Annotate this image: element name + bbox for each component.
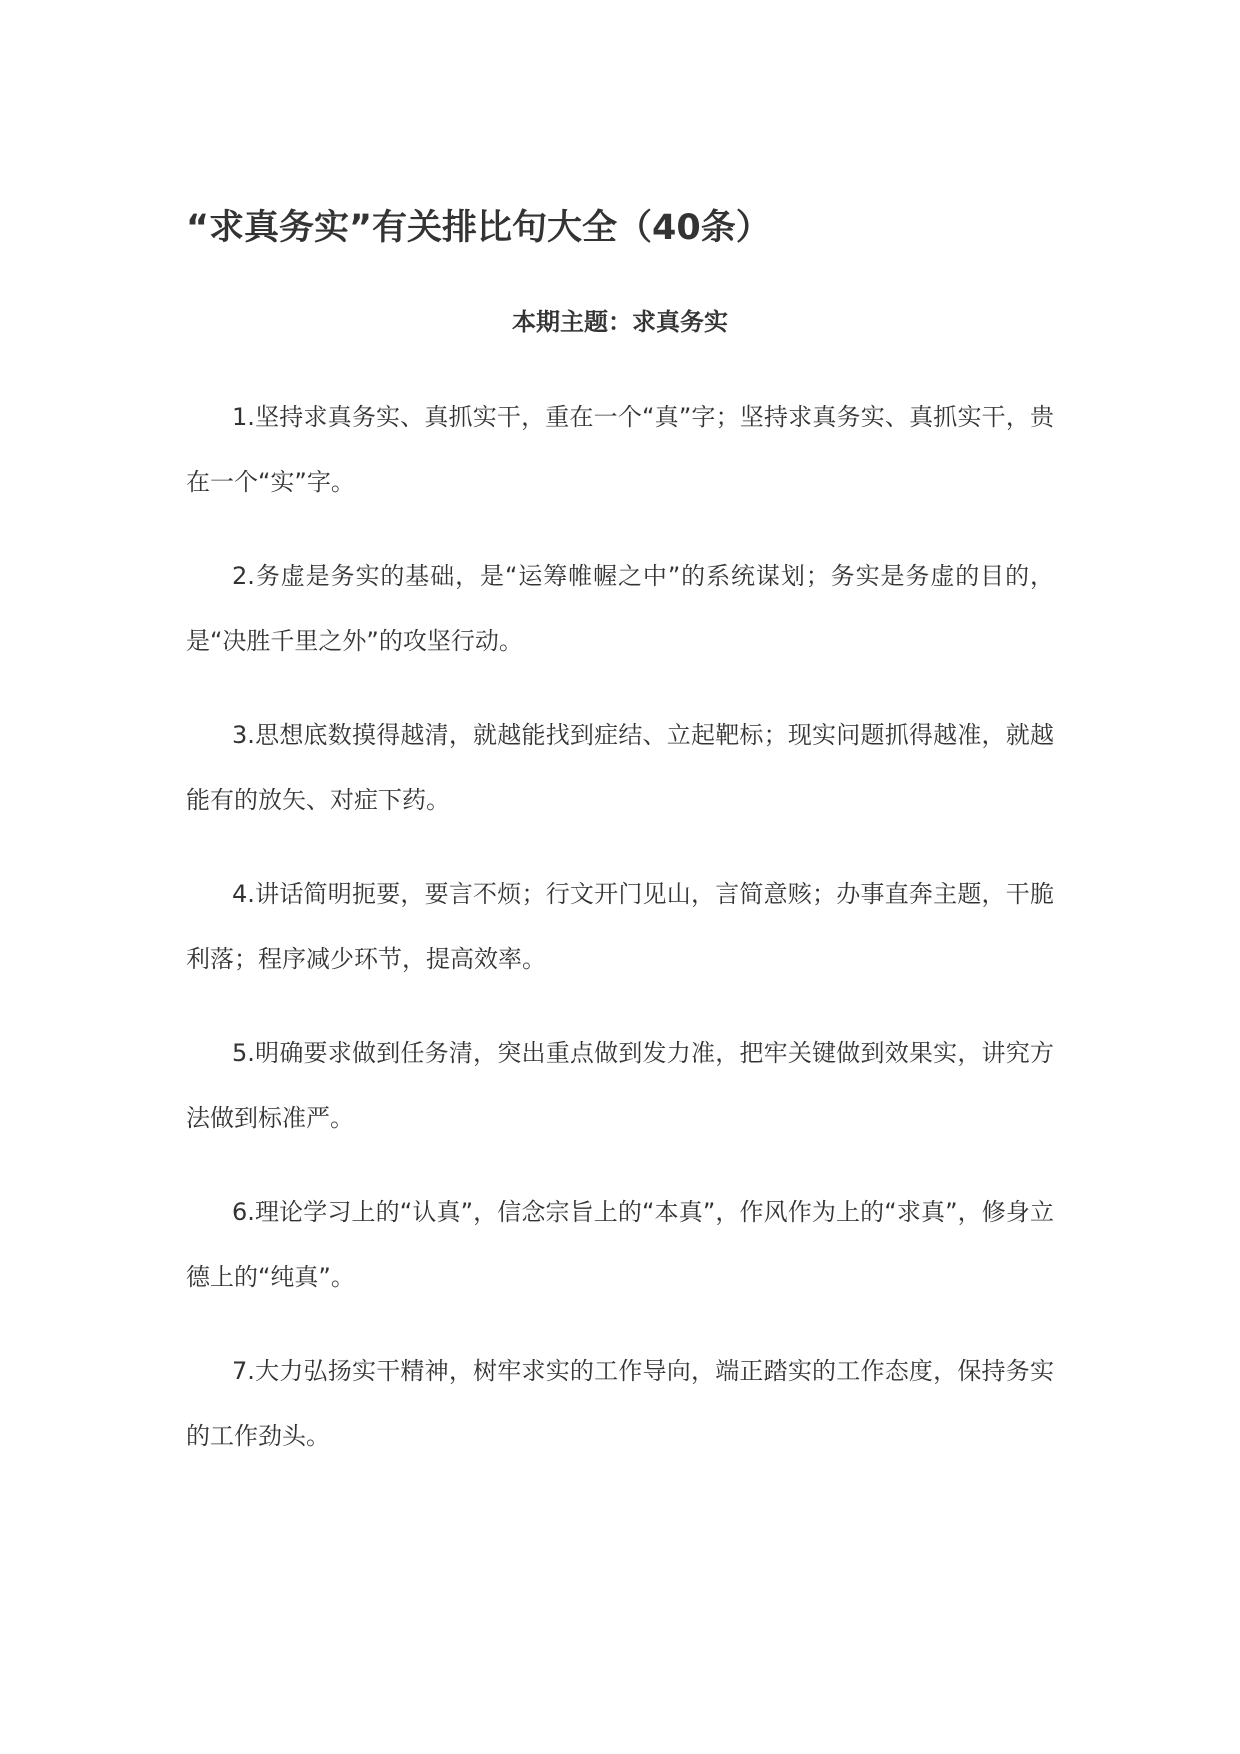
document-subtitle: 本期主题：求真务实 xyxy=(512,308,728,336)
list-item: 4.讲话简明扼要，要言不烦；行文开门见山，言简意赅；办事直奔主题，干脆利落；程序减少环节，提高效率。 xyxy=(186,880,1054,973)
list-item: 6.理论学习上的“认真”，信念宗旨上的“本真”，作风作为上的“求真”，修身立德上的“纯真”。 xyxy=(186,1198,1054,1291)
list-item: 3.思想底数摸得越清，就越能找到症结、立起靶标；现实问题抓得越准，就越能有的放矢、对症下药。 xyxy=(186,721,1054,814)
list-item: 7.大力弘扬实干精神，树牢求实的工作导向，端正踏实的工作态度，保持务实的工作劲头。 xyxy=(186,1357,1054,1450)
item-list xyxy=(186,385,1054,1498)
list-item: 1.坚持求真务实、真抓实干，重在一个“真”字；坚持求真务实、真抓实干，贵在一个“实”字。 xyxy=(186,403,1054,496)
list-item: 2.务虚是务实的基础，是“运筹帷幄之中”的系统谋划；务实是务虚的目的，是“决胜千里之外”的攻坚行动。 xyxy=(186,562,1054,655)
list-item: 5.明确要求做到任务清，突出重点做到发力准，把牢关键做到效果实，讲究方法做到标准严。 xyxy=(186,1039,1054,1132)
document-title: “求真务实”有关排比句大全（40条） xyxy=(186,208,771,248)
